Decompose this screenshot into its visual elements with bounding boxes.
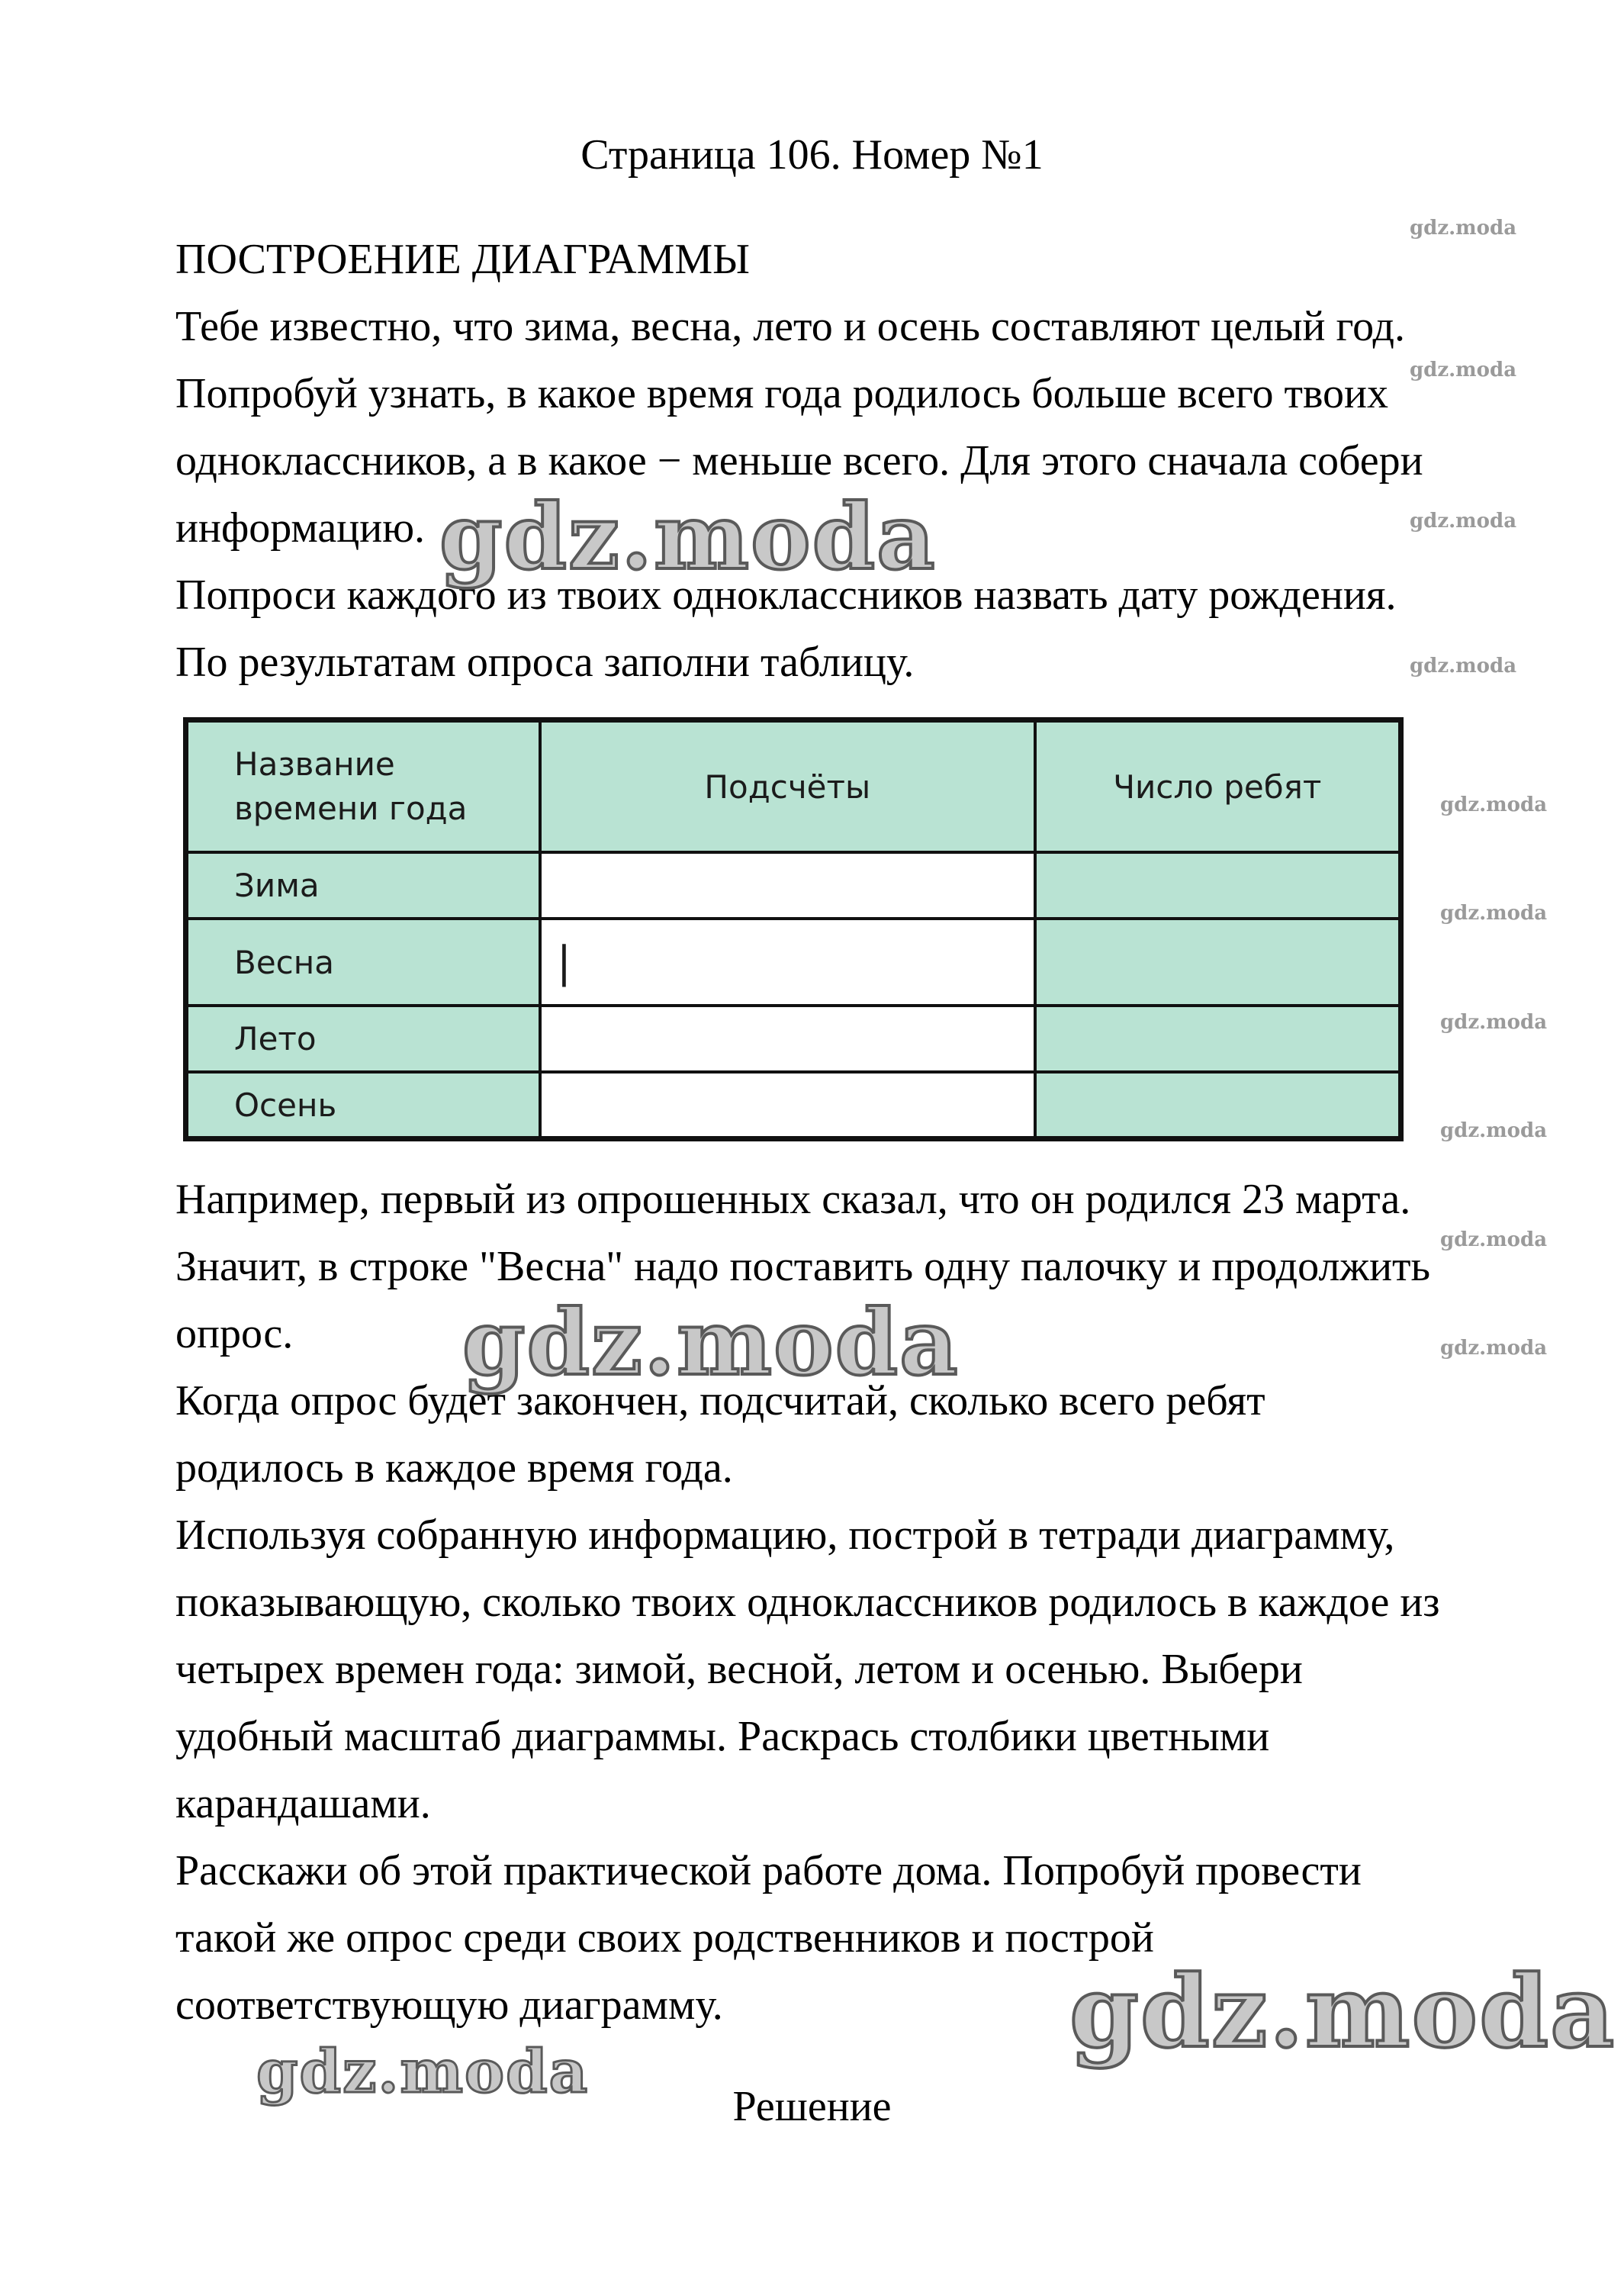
row-season: Осень [188,1072,540,1136]
watermark-small: gdz.moda [1410,655,1517,678]
table-row [188,919,1398,1006]
watermark-small: gdz.moda [1440,1337,1548,1360]
row-count [1035,1072,1398,1136]
row-season: Зима [188,852,540,919]
header-season-label: Название времени года [234,745,468,827]
text-line: Значит, в строке "Весна" надо поставить одну палочку и продолжить [175,1243,1431,1290]
text-line: Попроси каждого из твоих одноклассников назвать дату рождения. [175,571,1397,619]
header-tally: Подсчёты [540,723,1035,852]
table-header-row [188,723,1398,852]
row-count [1035,919,1398,1006]
text-line: Попробуй узнать, в какое время года родилось больше всего твоих [175,370,1388,417]
watermark-small: gdz.moda [1410,359,1517,381]
watermark-small: gdz.moda [1440,1228,1548,1251]
table-row [188,1006,1398,1072]
watermark-small: gdz.moda [1440,902,1548,925]
watermark-large: gdz.moda [439,484,937,590]
row-tally [540,919,1035,1006]
row-count [1035,852,1398,919]
table-row [188,1072,1398,1136]
row-tally [540,852,1035,919]
watermark-small: gdz.moda [1440,793,1548,816]
text-line: Когда опрос будет закончен, подсчитай, сколько всего ребят [175,1377,1265,1424]
watermark-small: gdz.moda [1440,1011,1548,1034]
page-title: Страница 106. Номер №1 [580,131,1044,179]
text-line: родилось в каждое время года. [175,1444,733,1492]
text-line: четырех времен года: зимой, весной, летом и осенью. Выбери [175,1646,1303,1693]
solution-label: Решение [732,2083,892,2130]
text-line: Расскажи об этой практической работе дома. Попробуй провести [175,1847,1362,1894]
table-row [188,852,1398,919]
watermark-large: gdz.moda [256,2037,590,2107]
row-tally [540,1006,1035,1072]
text-line: опрос. [175,1310,294,1357]
text-line: показывающую, сколько твоих одноклассников родилось в каждое из [175,1579,1440,1626]
watermark-small: gdz.moda [1410,510,1517,533]
text-line: карандашами. [175,1780,431,1827]
text-line: соответствующую диаграмму. [175,1981,723,2029]
watermark-small: gdz.moda [1410,217,1517,240]
survey-table [183,717,1404,1141]
header-count: Число ребят [1035,723,1398,852]
row-season: Весна [188,919,540,1006]
row-season: Лето [188,1006,540,1072]
text-line: информацию. [175,504,426,552]
row-count [1035,1006,1398,1072]
tally-mark: | [556,937,571,987]
text-line: удобный масштаб диаграммы. Раскрась столбики цветными [175,1713,1270,1760]
watermark-large: gdz.moda [462,1289,960,1395]
section-heading: ПОСТРОЕНИЕ ДИАГРАММЫ [175,236,750,283]
text-line: одноклассников, а в какое − меньше всего. Для этого сначала собери [175,437,1423,484]
text-line: Используя собранную информацию, построй в тетради диаграмму, [175,1511,1395,1559]
header-season [188,723,540,852]
text-line: Например, первый из опрошенных сказал, что он родился 23 марта. [175,1176,1411,1223]
watermark-large: gdz.moda [1069,1953,1616,2070]
watermark-small: gdz.moda [1440,1119,1548,1142]
text-line: такой же опрос среди своих родственников и построй [175,1914,1154,1962]
row-tally [540,1072,1035,1136]
text-line: Тебе известно, что зима, весна, лето и осень составляют целый год. [175,303,1405,350]
text-line: По результатам опроса заполни таблицу. [175,639,915,686]
